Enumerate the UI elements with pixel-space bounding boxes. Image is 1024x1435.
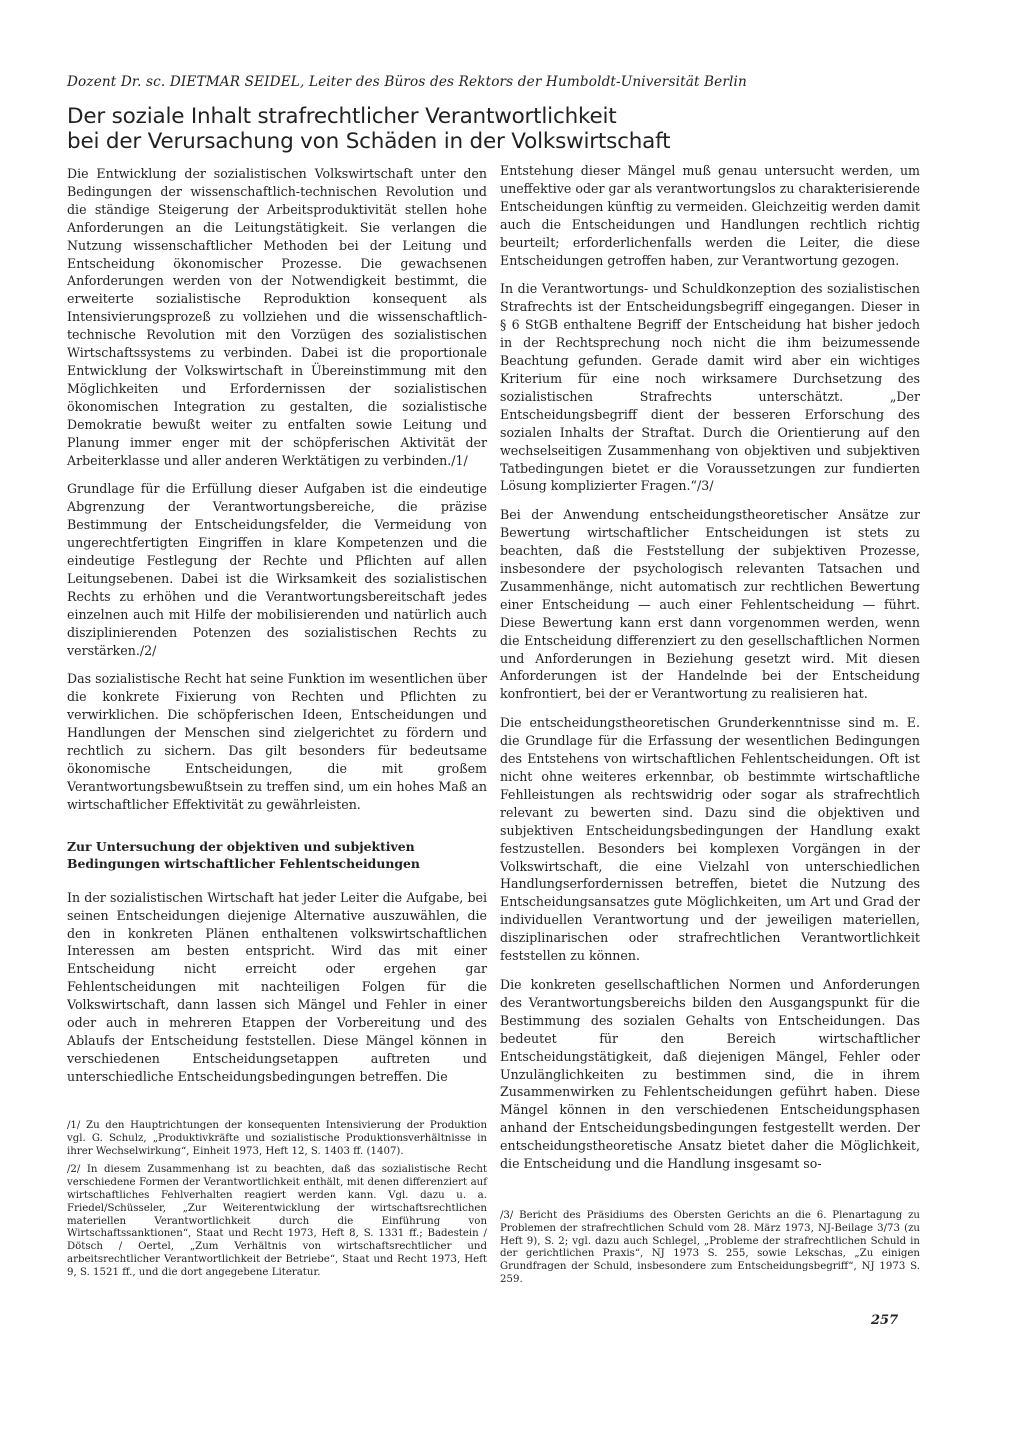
page-number: 257 (871, 1313, 899, 1328)
paragraph: Bei der Anwendung entscheidungstheoretischer Ansätze zur Bewertung wirtschaftlicher Entscheidungen ist stets zu beachten, daß die Feststellung der subjektiven Prozesse, insbesondere der psychologisch relevanten Tatsachen und Zusammenhänge, nicht automatisch zur rechtlichen Bewertung einer Entscheidung — auch einer Fehlentscheidung — führt. Diese Bewertung kann erst dann vorgenommen werden, wenn die Entscheidung differenziert zu den gesellschaftlichen Normen und Anforderungen in Beziehung gesetzt wird. Mit diesen Anforderungen ist der Handelnde bei der Entscheidung konfrontiert, bei der er Verantwortung zu realisieren hat. (500, 507, 920, 702)
title-line-1: Der soziale Inhalt strafrechtlicher Verantwortlichkeit (67, 104, 617, 129)
paragraph: Die entscheidungstheoretischen Grunderkenntnisse sind m. E. die Grundlage für die Erfassung der wesentlichen Bedingungen des Entstehens von wirtschaftlichen Fehlentscheidungen. Oft ist nicht ohne weiteres erkennbar, ob bestimmte wirtschaftliche Fehlleistungen als rechtswidrig oder sogar als strafrechtlich relevant zu bewerten sind. Dazu sind die objektiven und subjektiven Entscheidungsbedingungen der Handlung exakt festzustellen. Besonders bei komplexen Vorgängen in der Volkswirtschaft, die eine Vielzahl von unterschiedlichen Handlungserfordernissen betreffen, bietet die Nutzung des Entscheidungsansatzes gute Möglichkeiten, um Art und Grad der individuellen Verantwortung und der jeweiligen materiellen, disziplinarischen oder strafrechtlichen Verantwortlichkeit feststellen zu können. (500, 715, 920, 964)
paragraph: Grundlage für die Erfüllung dieser Aufgaben ist die eindeutige Abgrenzung der Verantwortungsbereiche, die präzise Bestimmung der Entscheidungsfelder, die Vermeidung von ungerechtfertigten Eingriffen in klare Kompetenzen und die eindeutige Festlegung der Rechte und Pflichten auf allen Leitungsebenen. Dabei ist die Wirksamkeit des sozialistischen Rechts zu erhöhen und die Verantwortungsbereitschaft jedes einzelnen auch mit Hilfe der mobilisierenden und natürlich auch disziplinierenden Potenzen des sozialistischen Rechts zu verstärken./2/ (67, 481, 487, 658)
author-line: Dozent Dr. sc. DIETMAR SEIDEL, Leiter des Büros des Rektors der Humboldt-Universität Berlin (67, 74, 747, 90)
paragraph: Entstehung dieser Mängel muß genau untersucht werden, um uneffektive oder gar als verantwortungslos zu charakterisierende Entscheidungen künftig zu vermeiden. Gleichzeitig werden damit auch die Entscheidungen und Handlungen rechtlich richtig beurteilt; erforderlichenfalls werden die Leiter, die diese Entscheidungen getroffen haben, zur Verantwortung gezogen. (500, 163, 920, 268)
title-line-2: bei der Verursachung von Schäden in der Volkswirtschaft (67, 129, 671, 154)
footnote: /2/ In diesem Zusammenhang ist zu beachten, daß das sozialistische Recht verschiedene Formen der Verantwortlichkeit enthält, mit denen differenziert auf wirtschaftliches Fehlverhalten reagiert werden kann. Vgl. dazu u. a. Friedel/Schüsseler, „Zur Weiterentwicklung der wirtschaftsrechtlichen materiellen Verantwortlichkeit durch die Einführung von Wirtschaftssanktionen“, Staat und Recht 1973, Heft 8, S. 1331 ff.; Badestein / Dötsch / Oertel, „Zum Verhältnis von wirtschaftsrechtlicher und arbeitsrechtlicher Verantwortlichkeit der Betriebe“, Staat und Recht 1973, Heft 9, S. 1521 ff., und die dort angegebene Literatur. (67, 1164, 487, 1278)
footnote: /3/ Bericht des Präsidiums des Obersten Gerichts an die 6. Plenartagung zu Problemen der strafrechtlichen Schuld vom 28. März 1973, NJ-Beilage 3/73 (zu Heft 9), S. 2; vgl. dazu auch Schlegel, „Probleme der strafrechtlichen Schuld in der gerichtlichen Praxis“, NJ 1973 S. 255, sowie Lekschas, „Zu einigen Grundfragen der Schuld, insbesondere zum Entscheidungsbegriff“, NJ 1973 S. 259. (500, 1210, 920, 1285)
footnotes-left (67, 1120, 487, 1286)
paragraph: Die Entwicklung der sozialistischen Volkswirtschaft unter den Bedingungen der wissenschaftlich-technischen Revolution und die ständige Steigerung der Arbeitsproduktivität stellen hohe Anforderungen an die Leitungstätigkeit. Sie verlangen die Nutzung wissenschaftlicher Methoden bei der Leitung und Entscheidung ökonomischer Prozesse. Die gewachsenen Anforderungen werden von der Notwendigkeit bestimmt, die erweiterte sozialistische Reproduktion konsequent als Intensivierungsprozeß zu vollziehen und die wissenschaftlich-technische Revolution mit den Vorzügen des sozialistischen Wirtschaftssystems zu verbinden. Dabei ist die proportionale Entwicklung der Volkswirtschaft in Übereinstimmung mit den Möglichkeiten und Erfordernissen der sozialistischen ökonomischen Integration zu gestalten, die sozialistische Demokratie bewußt weiter zu entfalten sowie Leitung und Planung immer enger mit der schöpferischen Aktivität der Arbeiterklasse und aller anderen Werktätigen zu verbinden./1/ (67, 166, 487, 468)
subheading-line-1: Zur Untersuchung der objektiven und subjektiven (67, 838, 415, 854)
paragraph: Die konkreten gesellschaftlichen Normen und Anforderungen des Verantwortungsbereichs bilden den Ausgangspunkt für die Bestimmung des sozialen Gehalts von Entscheidungen. Das bedeutet für den Bereich wirtschaftlicher Entscheidungstätigkeit, daß diejenigen Mängel, Fehler oder Unzulänglichkeiten zu bestimmen sind, die in ihrem Zusammenwirken zu Fehlentscheidungen geführt haben. Diese Mängel können in den verschiedenen Entscheidungsphasen anhand der Entscheidungsbedingungen festgestellt werden. Der entscheidungstheoretische Ansatz bietet daher die Möglichkeit, die Entscheidung und die Handlung insgesamt so- (500, 976, 920, 1172)
left-column (67, 165, 487, 1097)
footnotes-right (500, 1210, 920, 1293)
paragraph: Das sozialistische Recht hat seine Funktion im wesentlichen über die konkrete Fixierung von Rechten und Pflichten zu verwirklichen. Die schöpferischen Ideen, Entscheidungen und Handlungen der Menschen sind zielgerichtet zu fördern und rechtlich zu sichern. Das gilt besonders für bedeutsame ökonomische Entscheidungen, die mit großem Verantwortungsbewußtsein zu treffen sind, um ein hohes Maß an wirtschaftlicher Effektivität zu gewährleisten. (67, 671, 487, 812)
right-column (500, 162, 920, 1184)
subheading-line-2: Bedingungen wirtschaftlicher Fehlentscheidungen (67, 856, 420, 872)
paragraph: In der sozialistischen Wirtschaft hat jeder Leiter die Aufgabe, bei seinen Entscheidungen diejenige Alternative auszuwählen, die den in konkreten Plänen enthaltenen volkswirtschaftlichen Interessen am besten entspricht. Wird das mit einer Entscheidung nicht erreicht oder ergehen gar Fehlentscheidungen mit nachteiligen Folgen für die Volkswirtschaft, dann lassen sich Mängel und Fehler in einer oder auch in mehreren Etappen der Vorbereitung und des Ablaufs der Entscheidung feststellen. Diese Mängel können in verschiedenen Entscheidungsetappen auftreten und unterschiedliche Entscheidungsbedingungen betreffen. Die (67, 889, 487, 1084)
section-subheading (67, 838, 487, 873)
footnote: /1/ Zu den Hauptrichtungen der konsequenten Intensivierung der Produktion vgl. G. Schulz, „Produktivkräfte und sozialistische Produktionsverhältnisse in ihrer Wechselwirkung“, Einheit 1973, Heft 12, S. 1403 ff. (1407). (67, 1120, 487, 1157)
paragraph: In die Verantwortungs- und Schuldkonzeption des sozialistischen Strafrechts ist der Entscheidungsbegriff eingegangen. Dieser in § 6 StGB enthaltene Begriff der Entscheidung hat bisher jedoch in der Rechtsprechung noch nicht die ihm beizumessende Beachtung gefunden. Gerade damit wird aber ein wichtiges Kriterium für eine noch wirksamere Durchsetzung des sozialistischen Strafrechts unterschätzt. „Der Entscheidungsbegriff dient der besseren Erforschung des sozialen Inhalts der Straftat. Durch die Orientierung auf den wechselseitigen Zusammenhang von objektiven und subjektiven Tatbedingungen bietet er die Voraussetzungen zur fundierten Lösung komplizierter Fragen.“/3/ (500, 281, 920, 494)
article-title (67, 104, 967, 154)
